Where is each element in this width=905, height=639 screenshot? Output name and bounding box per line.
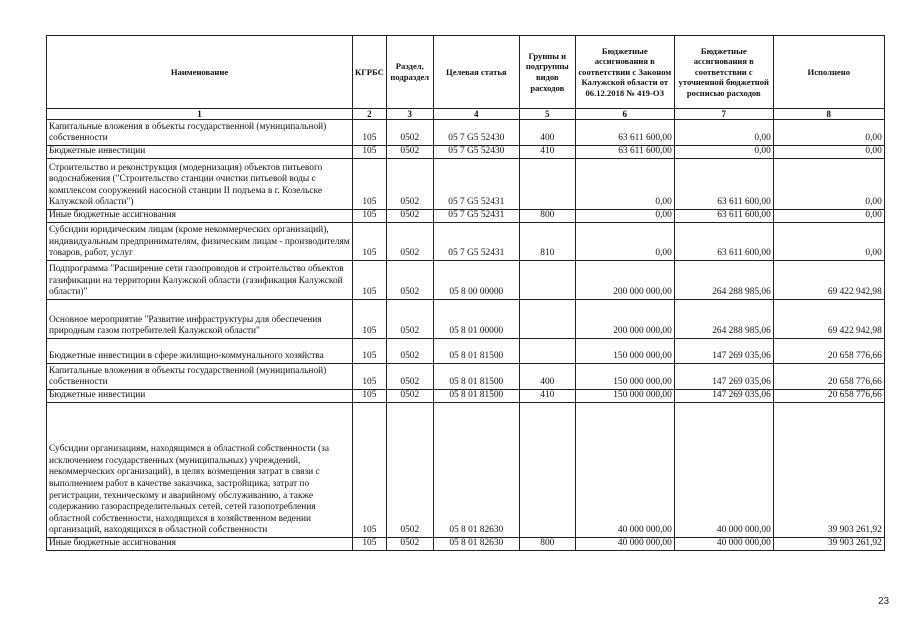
row-name: Основное мероприятие "Развитие инфраструктуры для обеспечения природным газом потребителей Калужской области" [47,300,353,339]
row-refined-allocation: 0,00 [674,146,773,159]
table-body [47,120,885,551]
column-number: 4 [433,109,519,120]
row-target-article: 05 8 01 81500 [433,390,519,403]
table-row [47,364,885,390]
row-expense-group: 800 [519,538,575,551]
row-executed: 20 658 776,66 [773,390,884,403]
header-row [47,36,885,109]
row-name: Субсидии организациям, находящимся в областной собственности (за исключением государственных (муниципальных) учреждений, некоммерческих организаций), в целях возмещения затрат в связи с выполнением работ в качестве заказчика, застройщика, затрат по регистрации, техническому и аварийному обслуживанию, а также содержанию газораспределительных сетей, сетей газопотребления областной собственности, находящихся в хозяйственном ведении организаций, находящихся в областной собственности [47,403,353,538]
row-expense-group [519,261,575,300]
row-section: 0502 [386,364,433,390]
row-executed: 20 658 776,66 [773,364,884,390]
column-number: 6 [575,109,674,120]
header-section: Раздел, подраздел [386,36,433,109]
row-section: 0502 [386,538,433,551]
row-law-allocation: 0,00 [575,159,674,210]
table-row [47,339,885,364]
table-row [47,223,885,261]
row-executed: 39 903 261,92 [773,538,884,551]
header-expense-group: Группы и подгруппы видов расходов [519,36,575,109]
row-refined-allocation: 147 269 035,06 [674,390,773,403]
row-section: 0502 [386,339,433,364]
table-row [47,146,885,159]
row-law-allocation: 150 000 000,00 [575,339,674,364]
row-name: Бюджетные инвестиции [47,390,353,403]
row-kgrbs: 105 [353,300,387,339]
row-section: 0502 [386,146,433,159]
row-name: Бюджетные инвестиции в сфере жилищно-коммунального хозяйства [47,339,353,364]
row-target-article: 05 8 01 82630 [433,538,519,551]
row-kgrbs: 105 [353,159,387,210]
row-section: 0502 [386,210,433,223]
row-target-article: 05 7 G5 52431 [433,210,519,223]
column-number: 2 [353,109,387,120]
header-name: Наименование [47,36,353,109]
row-refined-allocation: 147 269 035,06 [674,339,773,364]
row-name: Строительство и реконструкция (модернизация) объектов питьевого водоснабжения ("Строительство станции очистки питьевой воды с комплексом сооружений насосной станции II подъема в г. Козельске Калужской области") [47,159,353,210]
row-law-allocation: 150 000 000,00 [575,390,674,403]
header-law-allocation: Бюджетные ассигнования в соответствии с Законом Калужской области от 06.12.2018 № 419-ОЗ [575,36,674,109]
row-target-article: 05 7 G5 52430 [433,146,519,159]
table-row [47,390,885,403]
table-row [47,210,885,223]
column-number: 7 [674,109,773,120]
table-row [47,538,885,551]
row-target-article: 05 8 01 81500 [433,339,519,364]
column-number: 1 [47,109,353,120]
row-section: 0502 [386,223,433,261]
row-kgrbs: 105 [353,390,387,403]
row-kgrbs: 105 [353,210,387,223]
row-expense-group: 810 [519,223,575,261]
header-kgrbs: КГРБС [353,36,387,109]
row-kgrbs: 105 [353,223,387,261]
row-refined-allocation: 147 269 035,06 [674,364,773,390]
header-executed: Исполнено [773,36,884,109]
row-kgrbs: 105 [353,403,387,538]
row-refined-allocation: 40 000 000,00 [674,403,773,538]
row-target-article: 05 7 G5 52430 [433,120,519,146]
row-kgrbs: 105 [353,538,387,551]
row-name: Бюджетные инвестиции [47,146,353,159]
row-law-allocation: 0,00 [575,223,674,261]
table-row [47,261,885,300]
row-refined-allocation: 264 288 985,06 [674,300,773,339]
row-target-article: 05 7 G5 52431 [433,223,519,261]
row-section: 0502 [386,159,433,210]
row-refined-allocation: 63 611 600,00 [674,210,773,223]
row-section: 0502 [386,120,433,146]
row-target-article: 05 8 01 82630 [433,403,519,538]
row-executed: 0,00 [773,120,884,146]
row-expense-group [519,339,575,364]
row-target-article: 05 7 G5 52431 [433,159,519,210]
row-expense-group [519,300,575,339]
row-kgrbs: 105 [353,339,387,364]
row-executed: 0,00 [773,146,884,159]
row-executed: 0,00 [773,210,884,223]
row-kgrbs: 105 [353,364,387,390]
row-section: 0502 [386,300,433,339]
row-name: Иные бюджетные ассигнования [47,210,353,223]
row-kgrbs: 105 [353,146,387,159]
column-number: 3 [386,109,433,120]
row-section: 0502 [386,390,433,403]
row-executed: 69 422 942,98 [773,300,884,339]
row-executed: 20 658 776,66 [773,339,884,364]
page-number: 23 [878,596,890,607]
row-expense-group: 800 [519,210,575,223]
row-kgrbs: 105 [353,261,387,300]
row-law-allocation: 40 000 000,00 [575,538,674,551]
row-target-article: 05 8 01 81500 [433,364,519,390]
row-name: Субсидии юридическим лицам (кроме некоммерческих организаций), индивидуальным предпринимателям, физическим лицам - производителям товаров, работ, услуг [47,223,353,261]
row-expense-group: 410 [519,146,575,159]
row-name: Капитальные вложения в объекты государственной (муниципальной) собственности [47,120,353,146]
row-executed: 0,00 [773,159,884,210]
row-law-allocation: 40 000 000,00 [575,403,674,538]
row-section: 0502 [386,261,433,300]
table-row [47,120,885,146]
row-law-allocation: 63 611 600,00 [575,146,674,159]
row-refined-allocation: 40 000 000,00 [674,538,773,551]
row-refined-allocation: 63 611 600,00 [674,159,773,210]
row-expense-group: 410 [519,390,575,403]
row-expense-group: 400 [519,120,575,146]
table-row [47,403,885,538]
row-refined-allocation: 264 288 985,06 [674,261,773,300]
row-law-allocation: 150 000 000,00 [575,364,674,390]
row-expense-group [519,159,575,210]
row-kgrbs: 105 [353,120,387,146]
header-refined-allocation: Бюджетные ассигнования в соответствии с уточненной бюджетной росписью расходов [674,36,773,109]
budget-table [46,35,885,551]
row-executed: 69 422 942,98 [773,261,884,300]
row-section: 0502 [386,403,433,538]
row-law-allocation: 200 000 000,00 [575,261,674,300]
row-name: Капитальные вложения в объекты государственной (муниципальной) собственности [47,364,353,390]
row-executed: 0,00 [773,223,884,261]
row-refined-allocation: 0,00 [674,120,773,146]
table-row [47,159,885,210]
column-number: 8 [773,109,884,120]
row-target-article: 05 8 00 00000 [433,261,519,300]
table-row [47,300,885,339]
header-target-article: Целевая статья [433,36,519,109]
row-law-allocation: 63 611 600,00 [575,120,674,146]
column-number: 5 [519,109,575,120]
column-number-row [47,109,885,120]
row-name: Подпрограмма "Расширение сети газопроводов и строительство объектов газификации на территории Калужской области (газификация Калужской области)" [47,261,353,300]
row-expense-group: 400 [519,364,575,390]
row-executed: 39 903 261,92 [773,403,884,538]
row-refined-allocation: 63 611 600,00 [674,223,773,261]
row-target-article: 05 8 01 00000 [433,300,519,339]
row-law-allocation: 0,00 [575,210,674,223]
row-name: Иные бюджетные ассигнования [47,538,353,551]
row-law-allocation: 200 000 000,00 [575,300,674,339]
row-expense-group [519,403,575,538]
